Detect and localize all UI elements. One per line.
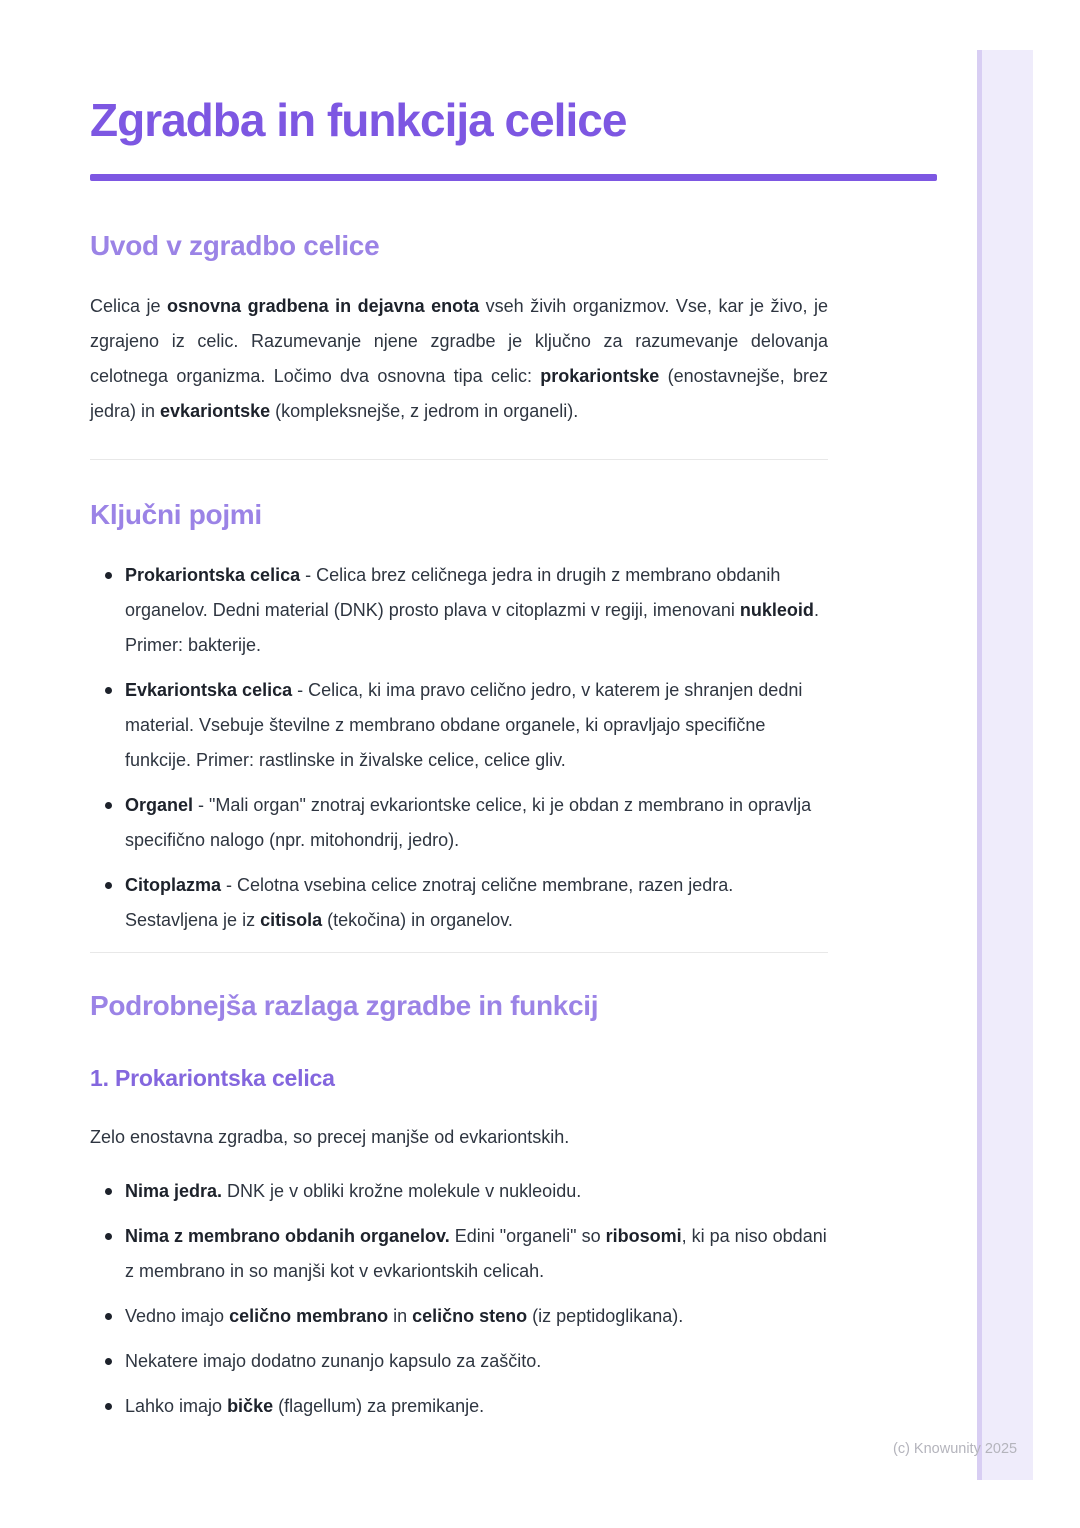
list-item-text: Organel - "Mali organ" znotraj evkariontske celice, ki je obdan z membrano in opravlja specifično nalogo (npr. mitohondrij, jedro). — [125, 795, 812, 850]
bullet-icon — [105, 1358, 112, 1365]
section-divider — [90, 459, 828, 460]
list-item-text: Nekatere imajo dodatno zunanjo kapsulo za zaščito. — [125, 1351, 542, 1371]
list-item — [90, 1219, 828, 1289]
section-detailed — [90, 987, 828, 1424]
intro-paragraph: Celica je osnovna gradbena in dejavna enota vseh živih organizmov. Vse, kar je živo, je zgrajeno iz celic. Razumevanje njene zgradbe je ključno za razumevanje delovanja celotnega organizma. Ločimo dva osnovna tipa celic: prokariontske (enostavnejše, brez jedra) in evkariontske (kompleksnejše, z jedrom in organeli). — [90, 296, 829, 421]
list-item-text: Citoplazma - Celotna vsebina celice znotraj celične membrane, razen jedra. Sestavljena je iz citisola (tekočina) in organelov. — [125, 875, 734, 930]
list-item-text: Prokariontska celica - Celica brez celičnega jedra in drugih z membrano obdanih organelov. Dedni material (DNK) prosto plava v citoplazmi v regiji, imenovani nukleoid. Primer: bakterije. — [125, 565, 819, 655]
list-item-text: Lahko imajo bičke (flagellum) za premikanje. — [125, 1396, 485, 1416]
list-item-text: Evkariontska celica - Celica, ki ima pravo celično jedro, v katerem je shranjen dedni material. Vsebuje številne z membrano obdane organele, ki opravljajo specifične funkcije. Primer: rastlinske in živalske celice, celice gliv. — [125, 680, 803, 770]
list-item — [90, 1299, 828, 1334]
page-title: Zgradba in funkcija celice — [90, 94, 627, 146]
bullet-icon — [105, 882, 112, 889]
list-item — [90, 1389, 828, 1424]
bullet-icon — [105, 1233, 112, 1240]
copyright-note: (c) Knowunity 2025 — [893, 1441, 1018, 1457]
page-accent-stripe — [977, 50, 1033, 1480]
list-item — [90, 868, 828, 938]
list-item — [90, 558, 828, 663]
subsection-heading-prokaryote: 1. Prokariontska celica — [90, 1065, 335, 1091]
bullet-icon — [105, 687, 112, 694]
list-item — [90, 673, 828, 778]
list-item-text: Vedno imajo celično membrano in celično steno (iz peptidoglikana). — [125, 1306, 684, 1326]
prokaryote-features-list — [90, 1174, 828, 1424]
section-divider — [90, 952, 828, 953]
section-heading-key-terms: Ključni pojmi — [90, 499, 262, 530]
section-key-terms — [90, 496, 828, 938]
bullet-icon — [105, 572, 112, 579]
section-heading-intro: Uvod v zgradbo celice — [90, 230, 380, 261]
section-intro — [90, 227, 828, 429]
document-body — [90, 0, 828, 1424]
title-underline-rule — [90, 174, 937, 181]
list-item — [90, 788, 828, 858]
bullet-icon — [105, 1313, 112, 1320]
list-item — [90, 1344, 828, 1379]
bullet-icon — [105, 1403, 112, 1410]
list-item-text: Nima jedra. DNK je v obliki krožne molekule v nukleoidu. — [125, 1181, 582, 1201]
list-item-text: Nima z membrano obdanih organelov. Edini "organeli" so ribosomi, ki pa niso obdani z membrano in so manjši kot v evkariontskih celicah. — [125, 1226, 827, 1281]
prokaryote-intro-paragraph: Zelo enostavna zgradba, so precej manjše od evkariontskih. — [90, 1127, 570, 1147]
section-heading-detailed: Podrobnejša razlaga zgradbe in funkcij — [90, 990, 599, 1021]
key-terms-list — [90, 558, 828, 938]
bullet-icon — [105, 1188, 112, 1195]
list-item — [90, 1174, 828, 1209]
bullet-icon — [105, 802, 112, 809]
